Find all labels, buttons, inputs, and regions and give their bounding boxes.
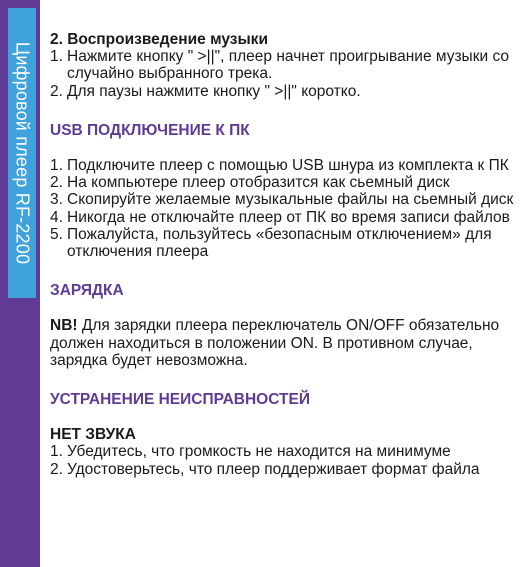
- item-text: На компьютере плеер отобразится как сьемный диск: [67, 174, 450, 192]
- item-number: 1.: [50, 443, 63, 461]
- list-item: [50, 83, 523, 100]
- list-item: [50, 461, 523, 478]
- no-sound-heading: НЕТ ЗВУКА: [50, 426, 136, 444]
- item-text: Скопируйте желаемые музыкальные файлы на сьемный диск: [67, 191, 514, 209]
- side-band: [0, 0, 40, 567]
- item-text: Для паузы нажмите кнопку " >||" коротко.: [67, 82, 361, 100]
- content: [50, 31, 523, 478]
- list-item: [50, 209, 523, 226]
- trouble-list: [50, 443, 523, 477]
- side-label-box: [8, 8, 36, 298]
- nb-label: NB!: [50, 317, 78, 335]
- item-number: 2.: [50, 174, 63, 192]
- item-number: 1.: [50, 157, 63, 175]
- item-text: Убедитесь, что громкость не находится на минимуме: [67, 443, 451, 461]
- item-number: 4.: [50, 208, 63, 226]
- list-item: [50, 157, 523, 174]
- music-list: [50, 48, 523, 100]
- item-text: Подключите плеер с помощью USB шнура из комплекта к ПК: [67, 157, 509, 175]
- charging-text: Для зарядки плеера переключатель ON/OFF обязательно должен находиться в положении ON. В противном случае, зарядка будет невозможна.: [50, 317, 500, 369]
- usb-section-title: USB ПОДКЛЮЧЕНИЕ К ПК: [50, 121, 250, 139]
- item-text: Нажмите кнопку " >||", плеер начнет проигрывание музыки со случайно выбранного трека.: [67, 48, 509, 83]
- list-item: [50, 443, 523, 460]
- item-text: Никогда не отключайте плеер от ПК во время записи файлов: [67, 208, 510, 226]
- trouble-section-title: УСТРАНЕНИЕ НЕИСПРАВНОСТЕЙ: [50, 391, 310, 409]
- item-text: Пожалуйста, пользуйтесь «безопасным отключением» для отключения плеера: [67, 225, 492, 261]
- charging-paragraph: [50, 317, 523, 369]
- charging-section-title: ЗАРЯДКА: [50, 282, 124, 300]
- list-item: [50, 191, 523, 208]
- side-label-text: Цифровой плеер RF-2200: [12, 41, 33, 265]
- usb-list: [50, 157, 523, 260]
- item-number: 3.: [50, 191, 63, 209]
- list-item: [50, 226, 523, 260]
- music-heading: 2. Воспроизведение музыки: [50, 31, 268, 48]
- list-item: [50, 174, 523, 191]
- item-number: 2.: [50, 460, 63, 478]
- item-text: Удостоверьтесь, что плеер поддерживает формат файла: [67, 460, 480, 478]
- list-item: [50, 48, 523, 82]
- item-number: 5.: [50, 225, 63, 243]
- item-number: 1.: [50, 48, 63, 66]
- item-number: 2.: [50, 82, 63, 100]
